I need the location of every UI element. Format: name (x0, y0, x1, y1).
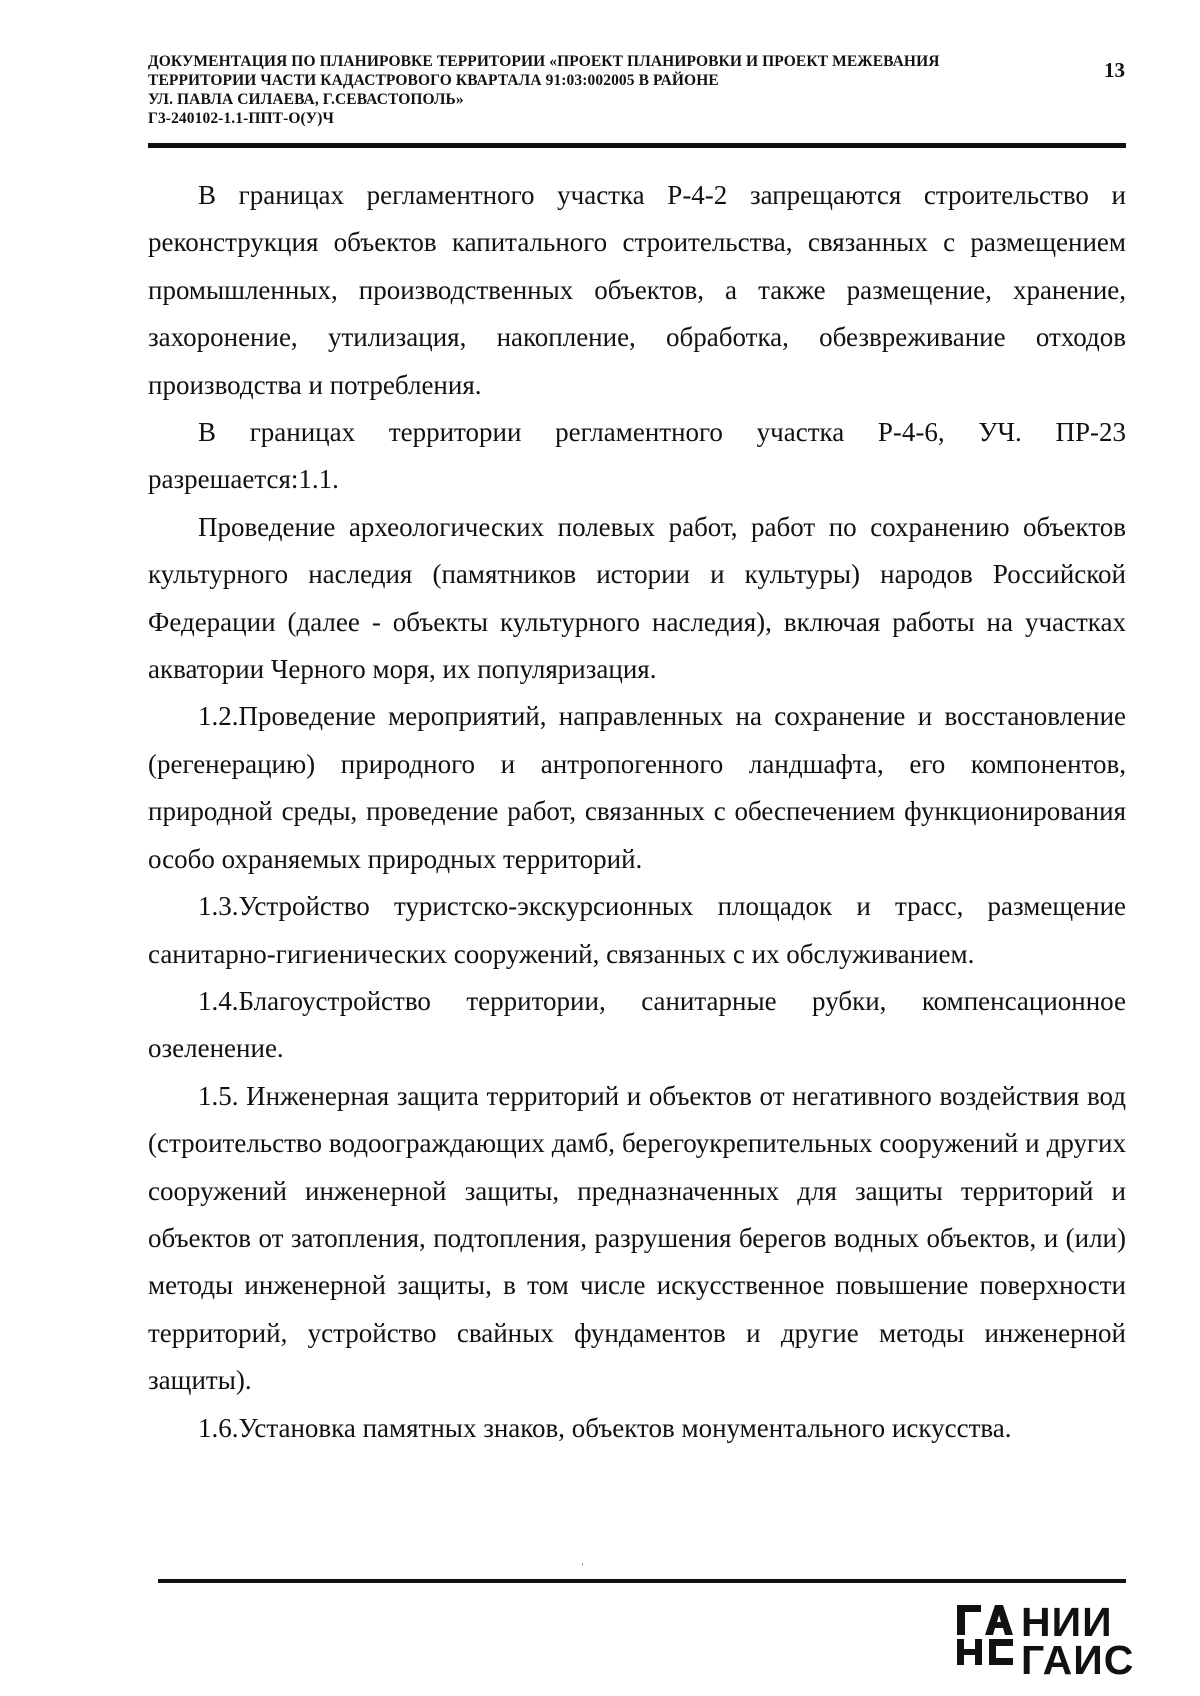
paragraph-item-1-4: 1.4.Благоустройство территории, санитарные рубки, компенсационное озеленение. (148, 985, 1126, 1064)
paragraph-permitted-intro: В границах территории регламентного участка Р-4-6, УЧ. ПР-23 разрешается:1.1. (148, 417, 1126, 495)
paragraph-restrictions: В границах регламентного участка Р-4-2 запрещаются строительство и реконструкция объектов капитального строительства, связанных с размещением промышленных, производственных объектов, а также размещение, хранение, захоронение, утилизация, накопление, обработка, обезвреживание отходов производства и потребления. (148, 180, 1126, 400)
ga-ns-emblem-icon (955, 1603, 1015, 1673)
document-body (148, 172, 1126, 1452)
scan-speck (582, 1563, 583, 1566)
header-title-line-3: УЛ. ПАВЛА СИЛАЕВА, Г.СЕВАСТОПОЛЬ» (148, 91, 464, 108)
header-title-line-2: ТЕРРИТОРИИ ЧАСТИ КАДАСТРОВОГО КВАРТАЛА 91:03:002005 В РАЙОНЕ (148, 72, 719, 89)
document-header (148, 52, 1028, 128)
paragraph-item-1-1: Проведение археологических полевых работ, работ по сохранению объектов культурного наследия (памятников истории и культуры) народов Российской Федерации (далее - объекты культурного наследия), включая работы на участках акватории Черного моря, их популяризация. (148, 511, 1126, 685)
nii-gais-logo (955, 1599, 1135, 1683)
header-title-line-1: ДОКУМЕНТАЦИЯ ПО ПЛАНИРОВКЕ ТЕРРИТОРИИ «ПРОЕКТ ПЛАНИРОВКИ И ПРОЕКТ МЕЖЕВАНИЯ (148, 53, 940, 70)
footer-divider (158, 1579, 1126, 1583)
paragraph-item-1-6: 1.6.Установка памятных знаков, объектов монументального искусства. (198, 1412, 1012, 1443)
document-code: Г3-240102-1.1-ППТ-О(У)Ч (148, 110, 335, 127)
paragraph-item-1-2: 1.2.Проведение мероприятий, направленных на сохранение и восстановление (регенерацию) природного и антропогенного ландшафта, его компонентов, природной среды, проведение работ, связанных с обеспечением функционирования особо охраняемых природных территорий. (148, 701, 1126, 874)
paragraph-item-1-3: 1.3.Устройство туристско-экскурсионных площадок и трасс, размещение санитарно-гигиенических сооружений, связанных с их обслуживанием. (148, 891, 1126, 969)
logo-word-nii: НИИ (1021, 1599, 1113, 1645)
header-divider (148, 143, 1126, 148)
logo-word-gais: ГАИС (1021, 1637, 1135, 1683)
paragraph-item-1-5: 1.5. Инженерная защита территорий и объектов от негативного воздействия вод (строительство водоограждающих дамб, берегоукрепительных сооружений и других сооружений инженерной защиты, предназначенных для защиты территорий и объектов от затопления, подтопления, разрушения берегов водных объектов, и (или) методы инженерной защиты, в том числе искусственное повышение поверхности территорий, устройство свайных фундаментов и другие методы инженерной защиты). (148, 1080, 1126, 1396)
page-number: 13 (1104, 58, 1125, 82)
